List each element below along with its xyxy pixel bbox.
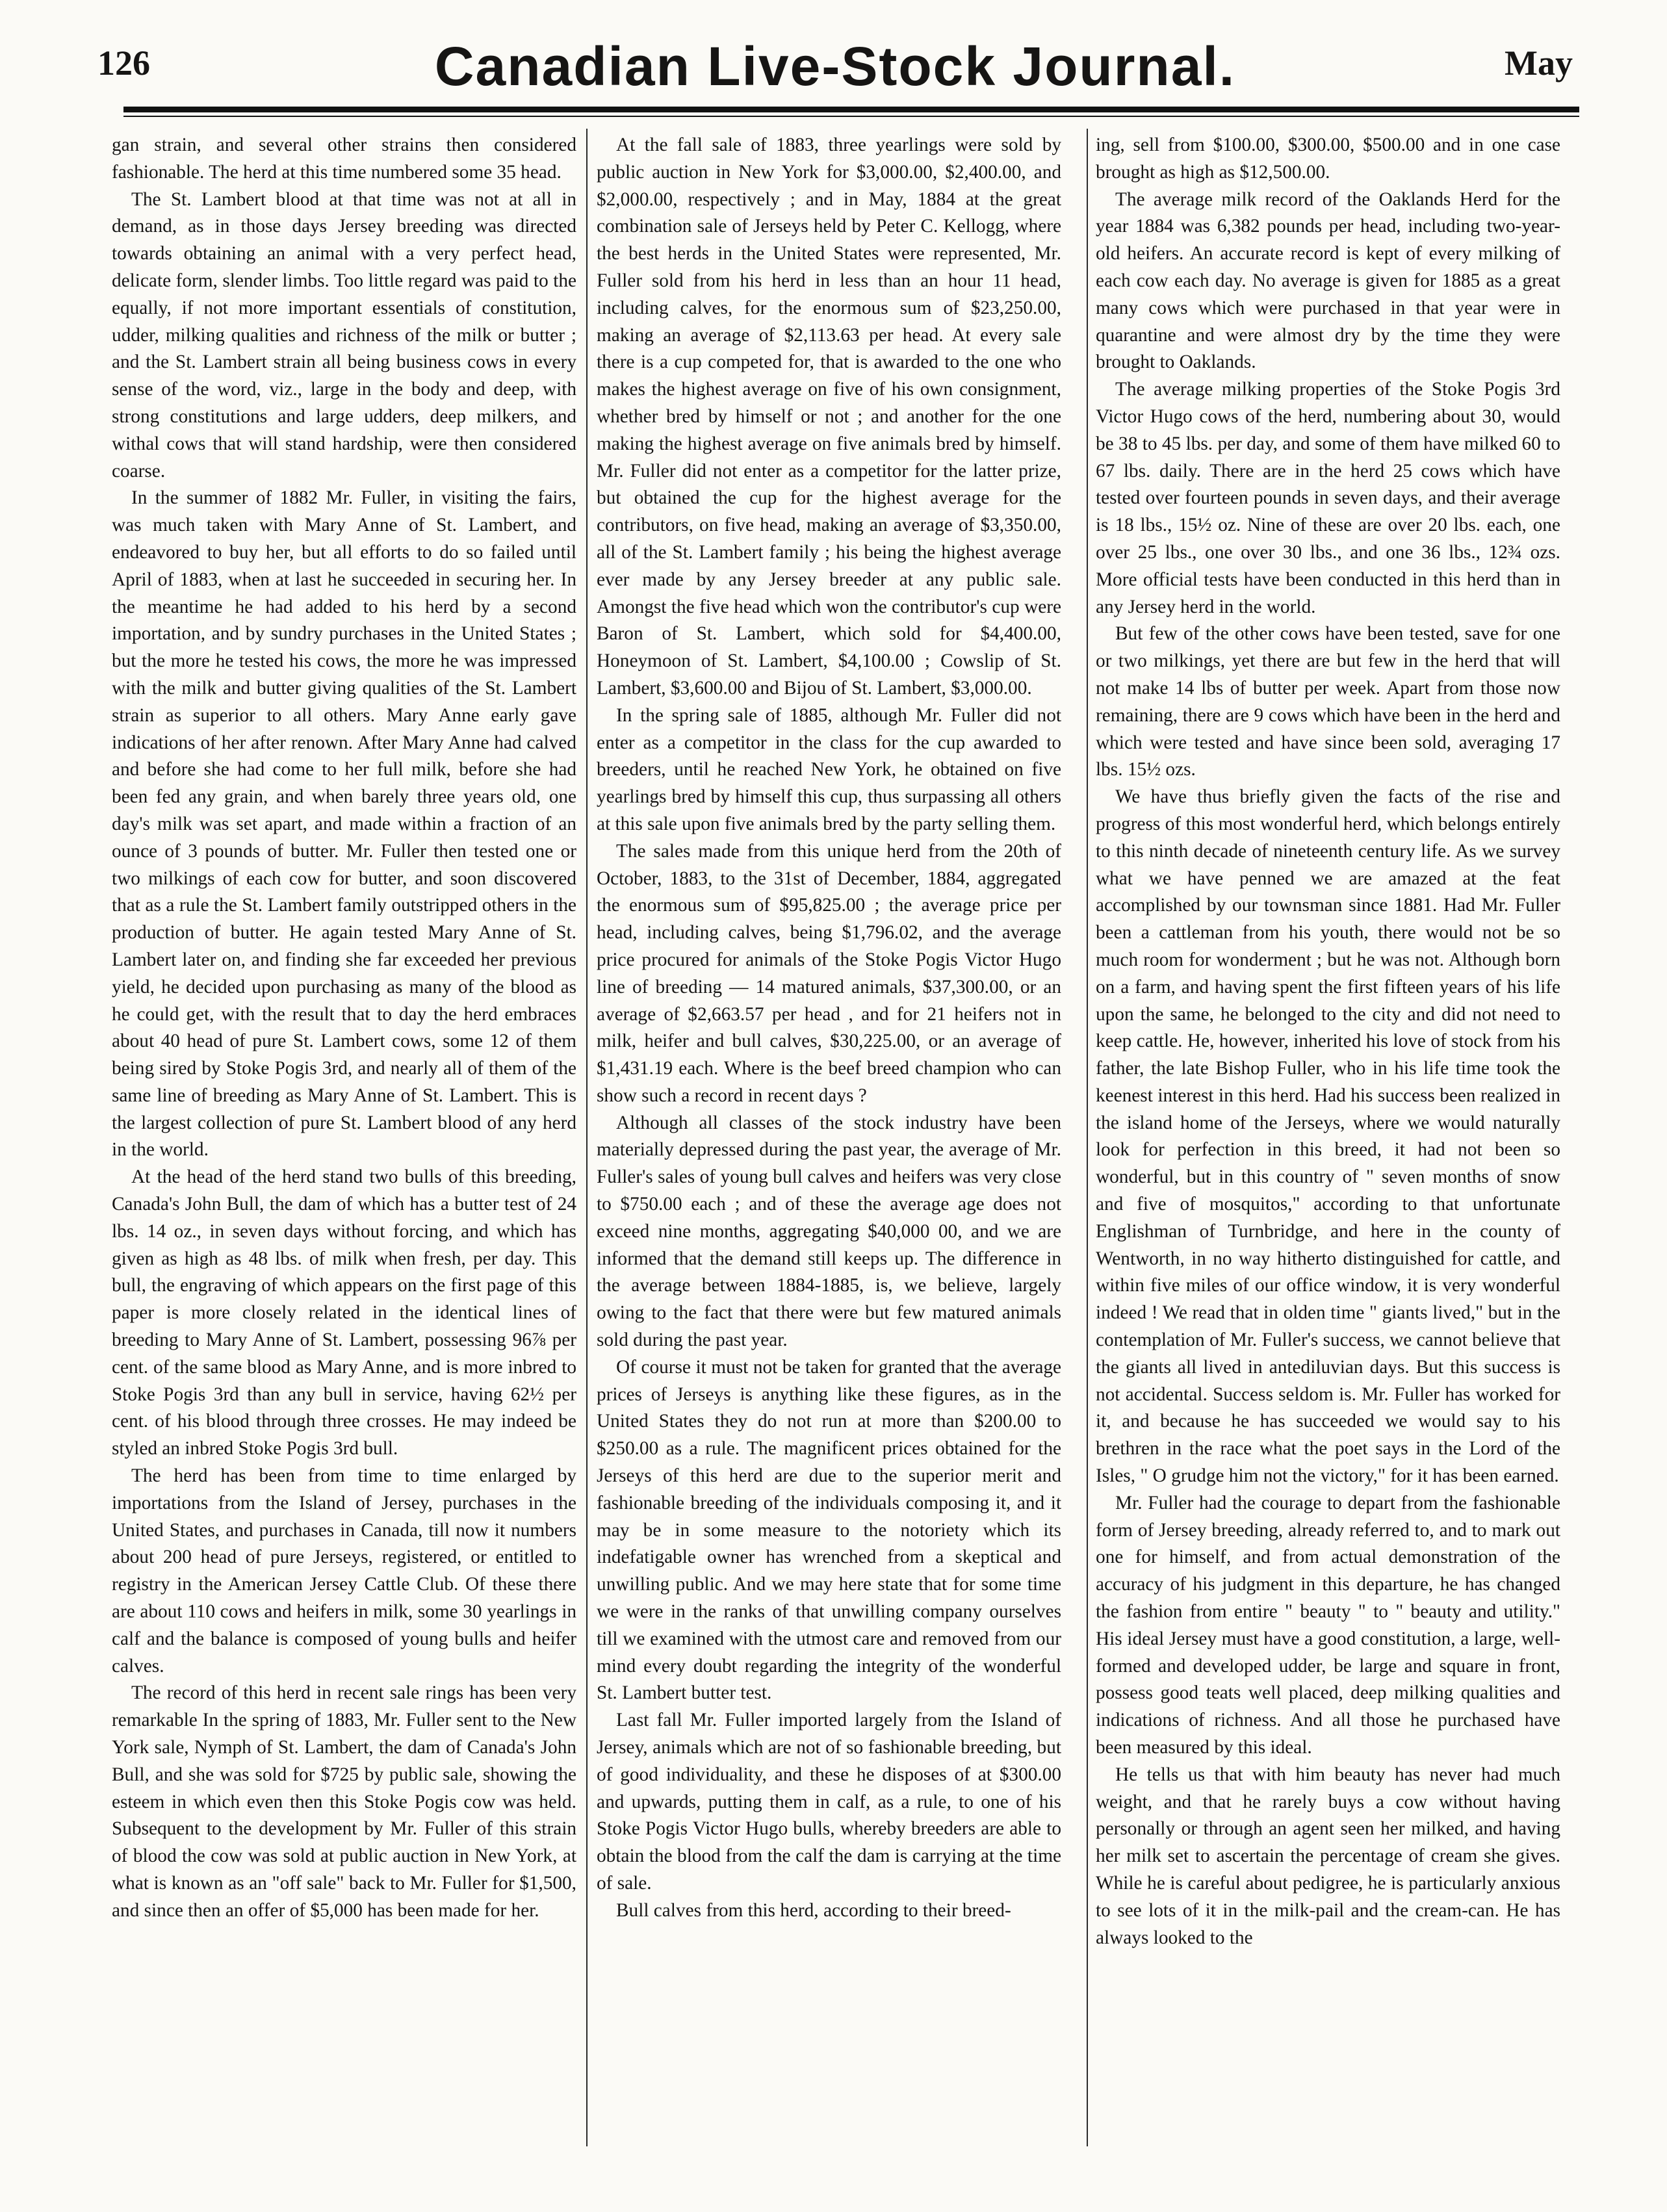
paragraph: In the summer of 1882 Mr. Fuller, in visiting the fairs, was much taken with Mary Anne of St. Lambert, and endeavored to buy her, but all efforts to do so failed until April of 1883, when at last he succeeded in securing her. In the meantime he had added to his herd by a second importation, and by sundry purchases in the United States ; but the more he tested his cows, the more he was impressed with the milk and butter giving qualities of the St. Lambert strain as superior to all others. Mary Anne early gave indications of her after renown. After Mary Anne had calved and before she had come to her full milk, before she had been fed any grain, and when barely three years old, one day's milk was set apart, and made within a fraction of an ounce of 3 pounds of butter. Mr. Fuller then tested one or two milkings of each cow for butter, and soon discovered that as a rule the St. Lambert family outstripped others in the production of butter. He again tested Mary Anne of St. Lambert later on, and finding she far exceeded her previous yield, he decided upon purchasing as many of the blood as he could get, with the result that to day the herd embraces about 40 head of pure St. Lambert cows, some 12 of them being sired by Stoke Pogis 3rd, and nearly all of them of the same line of breeding as Mary Anne of St. Lambert. This is the largest collection of pure St. Lambert blood of any herd in the world. [112,487,576,1161]
paragraph: But few of the other cows have been tested, save for one or two milkings, yet there are but few in the herd that will not make 14 lbs of butter per week. Apart from those now remaining, there are 9 cows which have been in the herd and which were tested and have since been sold, averaging 17 lbs. 15½ ozs. [1096,623,1560,780]
paragraph: Although all classes of the stock industry have been materially depressed during the past year, the average of Mr. Fuller's sales of young bull calves and heifers was very close to $750.00 each ; and of these the average age does not exceed nine months, aggregating $40,000 00, and we are informed that the demand still keeps up. The difference in the average between 1884-1885, is, we believe, largely owing to the fact that there were but few matured animals sold during the past year. [597,1112,1061,1351]
page-number: 126 [97,44,150,83]
paragraph: He tells us that with him beauty has never had much weight, and that he rarely buys a cow without having personally or through an agent seen her milked, and having her milk set to ascertain the percentage of cream she gives. While he is careful about pedigree, he is particularly anxious to see lots of it in the milk-pail and the cream-can. He has always looked to the [1096,1764,1560,1948]
column-divider [1087,129,1088,2146]
paragraph: Last fall Mr. Fuller imported largely from the Island of Jersey, animals which are not of so fashionable breeding, but of good individuality, and these he disposes of at $300.00 and upwards, putting them in calf, as a rule, to one of his Stoke Pogis Victor Hugo bulls, whereby breeders are able to obtain the blood from the calf the dam is carrying at the time of sale. [597,1710,1061,1894]
paragraph: At the fall sale of 1883, three yearlings were sold by public auction in New York for $3,000.00, $2,400.00, and $2,000.00, respectively ; and in May, 1884 at the great combination sale of Jerseys held by Peter C. Kellogg, where the best herds in the United States were represented, Mr. Fuller sold from his herd in less than an hour 11 head, including calves, for the enormous sum of $23,250.00, making an average of $2,113.63 per head. At every sale there is a cup competed for, that is awarded to the one who makes the highest average on five of his own consignment, whether bred by himself or not ; and another for the one making the highest average on five animals bred by himself. Mr. Fuller did not enter as a competitor for the latter prize, but obtained the cup for the highest average for the contributors, on five head, making an average of $3,350.00, all of the St. Lambert family ; his being the highest average ever made by any Jersey breeder at any public sale. Amongst the five head which won the contributor's cup were Baron of St. Lambert, which sold for $4,400.00, Honeymoon of St. Lambert, $4,100.00 ; Cowslip of St. Lambert, $3,600.00 and Bijou of St. Lambert, $3,000.00. [597,135,1061,699]
article-column-1 [112,132,576,2146]
paragraph: The herd has been from time to time enlarged by importations from the Island of Jersey, purchases in the United States, and purchases in Canada, till now it numbers about 200 head of pure Jerseys, registered, or entitled to registry in the American Jersey Cattle Club. Of these there are about 110 cows and heifers in milk, some 30 yearlings in calf and the balance is composed of young bulls and heifer calves. [112,1465,576,1677]
paragraph: The average milk record of the Oaklands Herd for the year 1884 was 6,382 pounds per head, including two-year-old heifers. An accurate record is kept of every milking of each cow each day. No average is given for 1885 as a great many cows which were purchased in that year were in quarantine and were almost dry by the time they were brought to Oaklands. [1096,188,1560,373]
paragraph: The sales made from this unique herd from the 20th of October, 1883, to the 31st of December, 1884, aggregated the enormous sum of $95,825.00 ; the average price per head, including calves, being $1,796.02, and the average price procured for animals of the Stoke Pogis Victor Hugo line of breeding — 14 matured animals, $37,300.00, or an average of $2,663.57 per head , and for 21 heifers not in milk, heifer and bull calves, $30,225.00, or an average of $1,431.19 each. Where is the beef breed champion who can show such a record in recent days ? [597,840,1061,1106]
header-rule-thin [123,116,1579,117]
paragraph: The record of this herd in recent sale rings has been very remarkable In the spring of 1883, Mr. Fuller sent to the New York sale, Nymph of St. Lambert, the dam of Canada's John Bull, and she was sold for $725 by public sale, showing the esteem in which even then this Stoke Pogis cow was held. Subsequent to the development by Mr. Fuller of this strain of blood the cow was sold at public auction in New York, at what is known as an "off sale" back to Mr. Fuller for $1,500, and since then an offer of $5,000 has been made for her. [112,1682,576,1921]
paragraph: The average milking properties of the Stoke Pogis 3rd Victor Hugo cows of the herd, numbering about 30, would be 38 to 45 lbs. per day, and some of them have milked 60 to 67 lbs. daily. There are in the herd 25 cows which have tested over fourteen pounds in seven days, and their average is 18 lbs., 15½ oz. Nine of these are over 20 lbs. each, one over 25 lbs., one over 30 lbs., and one 36 lbs., 12¾ ozs. More official tests have been conducted in this herd than in any Jersey herd in the world. [1096,379,1560,617]
paragraph: gan strain, and several other strains then considered fashionable. The herd at this time numbered some 35 head. [112,135,576,183]
article-column-2 [597,132,1061,2146]
page-header [97,36,1573,97]
paragraph: The St. Lambert blood at that time was not at all in demand, as in those days Jersey breeding was directed towards obtaining an animal with a very perfect head, delicate form, slender limbs. Too little regard was paid to the equally, if not more important essentials of constitution, udder, milking qualities and richness of the milk or butter ; and the St. Lambert strain all being business cows in every sense of the word, viz., large in the body and deep, with strong constitutions and large udders, deep milkers, and withal cows that will stand hardship, were then considered coarse. [112,188,576,482]
issue-month: May [1505,44,1573,83]
paragraph: Bull calves from this herd, according to their breed- [616,1899,1011,1921]
paragraph: ing, sell from $100.00, $300.00, $500.00 and in one case brought as high as $12,500.00. [1096,135,1560,183]
paragraph: We have thus briefly given the facts of the rise and progress of this most wonderful herd, which belongs entirely to this ninth decade of nineteenth century life. As we survey what we have penned we are amazed at the feat accomplished by our townsman since 1881. Had Mr. Fuller been a cattleman from his youth, there would not be so much room for wonderment ; but he was not. Although born on a farm, and having spent the first fifteen years of his life upon the same, he belonged to the city and did not need to keep cattle. He, however, inherited his love of stock from his father, the late Bishop Fuller, who in his life time took the keenest interest in this herd. Had his success been realized in the island home of the Jerseys, where we would naturally look for perfection in this breed, it had not been so wonderful, but in this country of " seven months of snow and five of mosquitos," according to that unfortunate Englishman of Turnbridge, and here in the county of Wentworth, in no way hitherto distinguished for cattle, and within five miles of our office window, it is very wonderful indeed ! We read that in olden time " giants lived," but in the contemplation of Mr. Fuller's success, we cannot believe that the giants all lived in antediluvian days. But this success is not accidental. Success seldom is. Mr. Fuller has worked for it, and because he has succeeded we would say to his brethren in the race what the poet says in the Lord of the Isles, " O grudge him not the victory," for it has been earned. [1096,786,1560,1487]
paragraph: Of course it must not be taken for granted that the average prices of Jerseys is anything like these figures, as in the United States they do not run at more than $200.00 to $250.00 as a rule. The magnificent prices obtained for the Jerseys of this herd are due to the superior merit and fashionable breeding of the individuals composing it, and it may be in some measure to the notoriety which its indefatigable owner has wrenched from a skeptical and unwilling public. And we may here state that for some time we were in the ranks of that unwilling company ourselves till we examined with the utmost care and removed from our mind every doubt regarding the integrity of the wonderful St. Lambert butter test. [597,1356,1061,1704]
paragraph: At the head of the herd stand two bulls of this breeding, Canada's John Bull, the dam of which has a butter test of 24 lbs. 14 oz., in seven days without forcing, and which has given as high as 48 lbs. of milk when fresh, per day. This bull, the engraving of which appears on the first page of this paper is more closely related in the identical lines of breeding to Mary Anne of St. Lambert, possessing 96⅞ per cent. of the same blood as Mary Anne, and is more inbred to Stoke Pogis 3rd than any bull in service, having 62½ per cent. of his blood through three crosses. He may indeed be styled an inbred Stoke Pogis 3rd bull. [112,1166,576,1460]
column-divider [586,129,588,2146]
journal-title: Canadian Live-Stock Journal. [434,36,1236,97]
paragraph: Mr. Fuller had the courage to depart from the fashionable form of Jersey breeding, already referred to, and to mark out one for himself, and from actual demonstration of the accuracy of his judgment in this departure, he has changed the fashion from entire " beauty " to " beauty and utility." His ideal Jersey must have a good constitution, a large, well-formed and developed udder, be large and square in front, possess good teats well placed, deep milking qualities and indications of richness. And all those he purchased have been measured by this ideal. [1096,1492,1560,1758]
header-rule-thick [123,107,1579,112]
article-column-3 [1096,132,1560,2146]
paragraph: In the spring sale of 1885, although Mr. Fuller did not enter as a competitor in the class for the cup awarded to breeders, until he reached New York, he obtained on five yearlings bred by himself this cup, thus surpassing all others at this sale upon five animals bred by the party selling them. [597,704,1061,834]
